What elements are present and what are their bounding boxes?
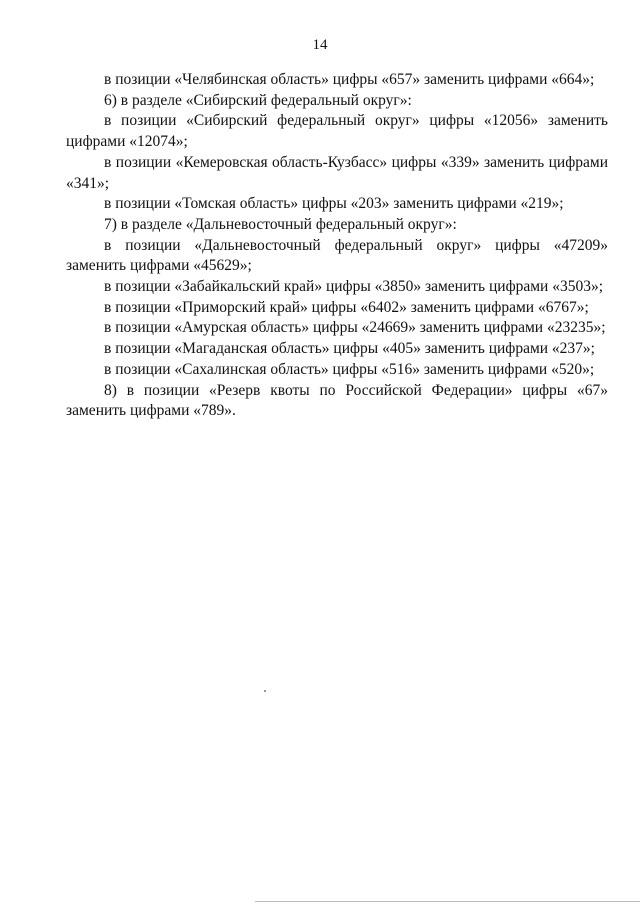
- document-body: [66, 70, 608, 422]
- paragraph-kemerovo: в позиции «Кемеровская область-Кузбасс» цифры «339» заменить цифрами «341»;: [66, 153, 608, 192]
- paragraph-zabaikalsky: в позиции «Забайкальский край» цифры «3850» заменить цифрами «3503»;: [104, 278, 604, 296]
- paragraph-section-far-eastern: 7) в разделе «Дальневосточный федеральный округ»:: [104, 215, 457, 233]
- paragraph-section-siberian: 6) в разделе «Сибирский федеральный округ»:: [104, 91, 412, 109]
- paragraph-amur: в позиции «Амурская область» цифры «24669» заменить цифрами «23235»;: [104, 319, 606, 337]
- scan-edge-line: [255, 901, 640, 902]
- paragraph-chelyabinsk: в позиции «Челябинская область» цифры «657» заменить цифрами «664»;: [104, 71, 595, 88]
- scan-speck: [264, 690, 266, 692]
- paragraph-magadan: в позиции «Магаданская область» цифры «405» заменить цифрами «237»;: [104, 340, 595, 358]
- page-number: 14: [312, 37, 328, 53]
- paragraph-reserve-quota: 8) в позиции «Резерв квоты по Российской Федерации» цифры «67» заменить цифрами «789».: [66, 381, 608, 420]
- paragraph-sakhalin: в позиции «Сахалинская область» цифры «516» заменить цифрами «520»;: [104, 360, 595, 378]
- paragraph-far-eastern-district: в позиции «Дальневосточный федеральный округ» цифры «47209» заменить цифрами «45629»;: [66, 236, 608, 275]
- paragraph-siberian-district: в позиции «Сибирский федеральный округ» цифры «12056» заменить цифрами «12074»;: [66, 112, 608, 151]
- paragraph-tomsk: в позиции «Томская область» цифры «203» заменить цифрами «219»;: [104, 195, 564, 213]
- paragraph-primorsky: в позиции «Приморский край» цифры «6402» заменить цифрами «6767»;: [104, 298, 589, 316]
